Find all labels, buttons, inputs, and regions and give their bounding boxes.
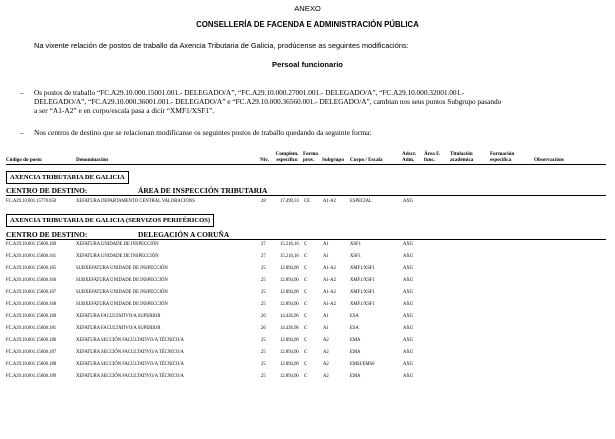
cell-denominacion: XEFATURA UNIDADE DE INSPECCIÓN [76,242,159,247]
cell-codigo: FC.A29.10.001.15000.187 [6,350,57,355]
col-area: Área F. func. [424,151,441,163]
bullet-1-line-3: a ser “A1-A2” e en corpo/escala pasa a dicir “XMF1/XSF1”. [34,106,215,115]
col-observacions: Observacións [534,157,564,163]
cell-complemento: 12.894,00 [280,338,299,343]
entity-box: AXENCIA TRIBUTARIA DE GALICIA [6,171,129,184]
table-row [0,350,615,358]
cell-corpo: XMF1/XSF1 [350,302,375,307]
cell-denominacion: SUBXEFATURA UNIDADE DE INSPECCIÓN [76,266,168,271]
cell-subgrupo: A1 [323,314,329,319]
centro-rule [6,195,606,196]
cell-complemento: 12.894,00 [280,362,299,367]
cell-forma: C [304,278,308,283]
cell-corpo: XSF1 [350,254,361,259]
cell-subgrupo: A1-A2 [323,266,337,271]
cell-niv: 25 [261,266,266,271]
cell-denominacion: SUBXEFATURA UNIDADE DE INSPECCIÓN [76,278,168,283]
cell-niv: 28 [261,199,266,204]
cell-complemento: 14.426,96 [280,326,299,331]
cell-adscripcion: AXG [403,314,414,319]
col-subgrupo: Subgrupo [322,157,344,163]
cell-codigo: FC.A29.10.001.15000.188 [6,362,57,367]
cell-denominacion: XEFATURA FACULTATIVO/A SUPERIOR [76,326,161,331]
cell-complemento: 15.216,16 [280,254,299,259]
cell-niv: 25 [261,374,266,379]
cell-denominacion: XEFATURA SECCIÓN FACULTATIVO/A TÉCNICO/A [76,374,184,379]
cell-denominacion: XEFATURA SECCIÓN FACULTATIVO/A TÉCNICO/A [76,362,184,367]
cell-complemento: 14.426,96 [280,314,299,319]
cell-forma: C [304,374,308,379]
cell-denominacion: XEFATURA SECCIÓN FACULTATIVO/A TÉCNICO/A [76,350,184,355]
cell-subgrupo: A1-A2 [323,302,337,307]
cell-denominacion: XEFATURA FACULTATIVO/A SUPERIOR [76,314,161,319]
cell-adscripcion: AXG [403,362,414,367]
cell-corpo: EMA [350,338,361,343]
cell-complemento: 17.499,33 [280,199,299,204]
cell-subgrupo: A1 [323,254,329,259]
cell-complemento: 15.216,16 [280,242,299,247]
cell-adscripcion: AXG [403,290,414,295]
cell-denominacion: SUBXEFATURA UNIDADE DE INSPECCIÓN [76,290,168,295]
table-row [0,199,615,207]
cell-adscripcion: AXG [403,374,414,379]
cell-niv: 25 [261,338,266,343]
cell-subgrupo: A1-A2 [323,278,337,283]
cell-complemento: 12.894,00 [280,350,299,355]
cell-corpo: XSF1 [350,242,361,247]
cell-niv: 26 [261,326,266,331]
col-titulacion: Titulación académica [450,151,474,163]
cell-adscripcion: AXG [403,199,414,204]
bullet-2-line-1: Nos centros de destino que se relacionan modifícanse os seguintes postos de traballo quedando da seguinte forma: [34,128,372,137]
annex-label: ANEXO [294,4,321,13]
cell-corpo: XMF1/XSF1 [350,278,375,283]
cell-adscripcion: AXG [403,326,414,331]
cell-adscripcion: AXG [403,350,414,355]
cell-forma: C [304,314,308,319]
cell-complemento: 12.894,00 [280,266,299,271]
cell-subgrupo: A2 [323,350,329,355]
bullet-1-line-2: DELEGADO/A”, “FC.A29.10.000.36001.001.- DELEGADO/A” e “FC.A29.10.000.36560.001.- DELEGADO/A”, cambian nos seus puntos Subgrupo pasando [34,97,502,106]
col-codigo: Código do posto [6,157,42,163]
table-row [0,338,615,346]
cell-niv: 25 [261,362,266,367]
cell-codigo: FC.A29.10.001.15000.189 [6,374,57,379]
cell-subgrupo: A1-A2 [323,290,337,295]
section-title: Persoal funcionario [272,60,343,69]
col-niv: Niv. [260,157,269,163]
cell-codigo: FC.A29.10.001.15000.168 [6,302,57,307]
cell-subgrupo: A2 [323,362,329,367]
centro-label: CENTRO DE DESTINO: [6,230,88,239]
cell-forma: C [304,326,308,331]
cell-denominacion: SUBXEFATURA UNIDADE DE INSPECCIÓN [76,302,168,307]
table-row [0,254,615,262]
cell-corpo: ESPECIAL [350,199,372,204]
cell-niv: 25 [261,290,266,295]
cell-subgrupo: A2 [323,374,329,379]
cell-subgrupo: A1 [323,326,329,331]
cell-corpo: ESA [350,314,359,319]
cell-niv: 27 [261,242,266,247]
cell-forma: C [304,350,308,355]
table-row [0,326,615,334]
cell-codigo: FC.A29.10.001.15000.160 [6,242,57,247]
cell-forma: C [304,266,308,271]
cell-forma: C [304,338,308,343]
cell-codigo: FC.A29.10.001.15000.161 [6,254,57,259]
cell-forma: C [304,290,308,295]
entity-box: AXENCIA TRIBUTARIA DE GALICIA (SERVIZOS PERIFÉRICOS) [6,214,214,227]
cell-adscripcion: AXG [403,254,414,259]
cell-niv: 26 [261,314,266,319]
centro-rule [6,239,606,240]
cell-forma: C [304,242,308,247]
ministry-title: CONSELLERÍA DE FACENDA E ADMINISTRACIÓN PÚBLICA [196,20,419,29]
cell-denominacion: XEFATURA DEPARTAMENTO CENTRAL VALORACIONS [76,199,195,204]
cell-corpo: EMA [350,350,361,355]
bullet-dash: – [20,88,24,97]
cell-subgrupo: A2 [323,338,329,343]
col-forma: Forma prov. [303,151,318,163]
intro-paragraph: Na vixente relación de postos de traballo da Axencia Tributaria de Galicia, prodúcense as seguintes modificacións: [34,41,409,50]
cell-complemento: 12.894,00 [280,302,299,307]
cell-codigo: FC.A29.10.001.15000.166 [6,278,57,283]
cell-adscripcion: AXG [403,338,414,343]
cell-forma: CE [304,199,310,204]
table-row [0,242,615,250]
cell-adscripcion: AXG [403,266,414,271]
cell-subgrupo: A1 [323,242,329,247]
cell-complemento: 12.894,00 [280,278,299,283]
cell-codigo: FC.A29.10.001.15000.186 [6,338,57,343]
table-row [0,362,615,370]
table-row [0,266,615,274]
cell-forma: C [304,302,308,307]
bullet-1-line-1: Os postos de traballo “FC.A29.10.000.15001.001.- DELEGADO/A”, “FC.A29.10.000.27001.001.- DELEGADO/A”, “FC.A29.10.000.32001.001.- [34,88,465,97]
cell-adscripcion: AXG [403,278,414,283]
cell-adscripcion: AXG [403,302,414,307]
cell-niv: 25 [261,302,266,307]
cell-corpo: XMF1/XSF1 [350,290,375,295]
cell-forma: C [304,254,308,259]
cell-codigo: FC.A29.10.001.15000.180 [6,314,57,319]
cell-forma: C [304,362,308,367]
col-denominacion: Denominación [76,157,108,163]
col-complemento: Complem. específico [275,151,299,163]
cell-niv: 25 [261,350,266,355]
bullet-dash: – [20,128,24,137]
cell-codigo: FC.A29.10.001.15000.181 [6,326,57,331]
cell-adscripcion: AXG [403,242,414,247]
cell-codigo: FC.A29.10.001.15000.165 [6,266,57,271]
col-adscr: Adscr. Adm. [402,151,417,163]
cell-corpo: EMA [350,374,361,379]
col-corpo: Corpo / Escala [350,157,383,163]
cell-codigo: FC.A29.10.001.15000.167 [6,290,57,295]
cell-corpo: EMSI/EMS0 [350,362,375,367]
header-rule [6,164,606,165]
cell-complemento: 12.894,00 [280,374,299,379]
cell-denominacion: XEFATURA UNIDADE DE INSPECCIÓN [76,254,159,259]
table-row [0,302,615,310]
cell-denominacion: XEFATURA SECCIÓN FACULTATIVO/A TÉCNICO/A [76,338,184,343]
centro-name: DELEGACIÓN A CORUÑA [138,230,230,239]
table-row [0,314,615,322]
cell-corpo: XMF1/XSF1 [350,266,375,271]
cell-niv: 25 [261,278,266,283]
cell-complemento: 12.894,00 [280,290,299,295]
centro-label: CENTRO DE DESTINO: [6,186,88,195]
cell-corpo: ESA [350,326,359,331]
table-row [0,290,615,298]
centro-name: ÁREA DE INSPECCIÓN TRIBUTARIA [138,186,268,195]
table-row [0,278,615,286]
col-formacion: Formación específica [490,151,515,163]
cell-codigo: FC.A29.10.001.15770.050 [6,199,57,204]
table-row [0,374,615,382]
cell-subgrupo: A1-A2 [323,199,337,204]
cell-niv: 27 [261,254,266,259]
